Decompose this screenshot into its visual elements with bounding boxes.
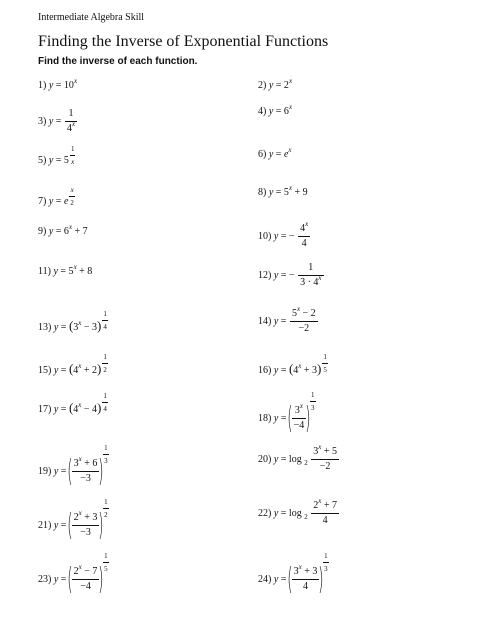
problem-8: 8) $y = 5^x + 9$ bbox=[258, 184, 308, 198]
problem-3: 3) y = $\frac{1}{4^x}$ bbox=[38, 108, 76, 134]
problem-20: 20) y = log $_2$ $\frac{3^x + 5}{-2}$ bbox=[258, 443, 337, 472]
problem-number: 12) bbox=[258, 269, 272, 281]
problem-24: 24) y = ( $\frac{3^x + 3}{4}$ ) $\frac{1}{3}$ bbox=[258, 552, 328, 597]
problem-number: 23) bbox=[38, 573, 52, 585]
problem-number: 22) bbox=[258, 507, 272, 519]
problem-2: 2) $y = 2^x$ bbox=[258, 77, 293, 91]
problem-7: 7) y = e $\frac{x}{2}$ bbox=[38, 186, 74, 207]
problem-number: 17) bbox=[38, 404, 52, 415]
problem-number: 13) bbox=[38, 322, 52, 333]
problem-19: 19) y = ( $\frac{3^x + 6}{-3}$ ) $\frac{1}{3}$ bbox=[38, 444, 108, 489]
problem-21: 21) y = ( $\frac{2^x + 3}{-3}$ ) $\frac{1}{2}$ bbox=[38, 498, 108, 543]
problem-number: 5) bbox=[38, 155, 47, 166]
problem-number: 10) bbox=[258, 230, 272, 242]
problem-13: 13) $y = (3^x - 3)$ $\frac{1}{4}$ bbox=[38, 310, 107, 333]
problem-16: 16) $y = (4^x + 3)$ $\frac{1}{5}$ bbox=[258, 353, 327, 376]
problem-number: 9) bbox=[38, 226, 47, 237]
problem-number: 20) bbox=[258, 453, 272, 465]
problem-11: 11) $y = 5^x + 8$ bbox=[38, 263, 93, 277]
problem-9: 9) $y = 6^x + 7$ bbox=[38, 223, 88, 237]
problem-18: 18) y = ( $\frac{3^x}{-4}$ ) $\frac{1}{3}$ bbox=[258, 391, 315, 436]
problem-14: 14) y = $\frac{5^x - 2}{-2}$ bbox=[258, 305, 316, 334]
instructions: Find the inverse of each function. bbox=[38, 56, 198, 67]
problem-22: 22) y = log $_2$ $\frac{2^x + 7}{4}$ bbox=[258, 497, 337, 526]
problem-12: 12) y = − $\frac{1}{3 \cdot 4^x}$ bbox=[258, 262, 322, 288]
problem-number: 4) bbox=[258, 106, 267, 117]
problem-number: 2) bbox=[258, 80, 267, 91]
problem-number: 19) bbox=[38, 465, 52, 477]
problem-number: 24) bbox=[258, 573, 272, 585]
problem-number: 1) bbox=[38, 80, 47, 91]
worksheet-title: Finding the Inverse of Exponential Functions bbox=[38, 33, 329, 50]
problem-number: 21) bbox=[38, 519, 52, 531]
problem-number: 16) bbox=[258, 365, 272, 376]
problem-number: 7) bbox=[38, 196, 47, 207]
problem-10: 10) y = − $\frac{4^x}{4}$ bbox=[258, 220, 309, 249]
course-name: Intermediate Algebra Skill bbox=[38, 12, 145, 23]
problem-23: 23) y = ( $\frac{2^x - 7}{-4}$ ) $\frac{1}{5}$ bbox=[38, 552, 108, 597]
problem-15: 15) $y = (4^x + 2)$ $\frac{1}{2}$ bbox=[38, 353, 107, 376]
problem-17: 17) $y = (4^x - 4)$ $\frac{1}{4}$ bbox=[38, 392, 107, 415]
problem-number: 14) bbox=[258, 315, 272, 327]
problem-4: 4) $y = 6^x$ bbox=[258, 103, 293, 117]
problem-1: 1) $y = 10^x$ bbox=[38, 77, 78, 91]
problem-5: 5) y = 5 $\frac{1}{x}$ bbox=[38, 145, 75, 166]
problem-number: 15) bbox=[38, 365, 52, 376]
problem-number: 6) bbox=[258, 149, 267, 160]
problem-number: 3) bbox=[38, 115, 47, 127]
problem-number: 11) bbox=[38, 266, 51, 277]
problem-number: 8) bbox=[258, 187, 267, 198]
problem-6: 6) $y = e^x$ bbox=[258, 146, 292, 160]
problem-number: 18) bbox=[258, 412, 272, 424]
